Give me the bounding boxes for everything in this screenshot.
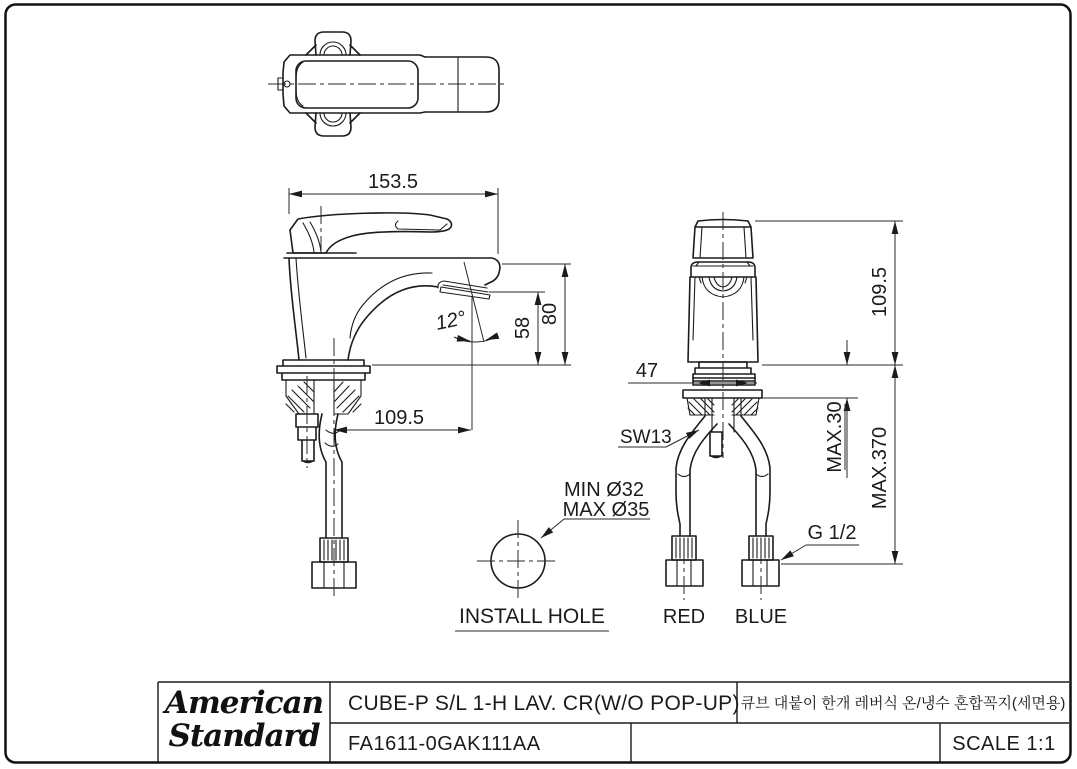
hot-supply-label: RED: [662, 606, 706, 628]
top-view-lower-lug: [306, 113, 360, 136]
front-dim-base-width: 47: [635, 360, 659, 382]
side-view-handle-detail: [303, 221, 447, 252]
model-code: FA1611-0GAK111AA: [348, 733, 541, 755]
side-view-body: [284, 253, 500, 360]
cold-supply-label: BLUE: [734, 606, 788, 628]
side-dim-spout-reach: 109.5: [373, 407, 425, 429]
front-view-ferrule-hatch: [676, 538, 769, 558]
front-view-nut-flats: [677, 560, 767, 586]
front-view: [618, 212, 903, 628]
top-view: [268, 32, 506, 136]
product-name-korean: 큐브 대붙이 한개 레버식 온/냉수 혼합꼭지(세면용): [740, 695, 1066, 712]
side-dim-outlet-height: 58: [512, 316, 534, 340]
side-view-handle: [290, 213, 452, 253]
front-view-stud: [710, 432, 722, 458]
side-view-base-flange: [277, 360, 370, 380]
brand-logo-line1: American: [164, 685, 324, 721]
front-dim-body-height: 109.5: [869, 266, 891, 318]
front-dim-hose-length: MAX.370: [869, 426, 891, 510]
install-hole-leader: [541, 519, 564, 538]
install-hole-max-dia: MAX Ø35: [562, 499, 650, 521]
top-view-lower-lug-arcs: [320, 113, 346, 126]
front-view-hose-braid: [678, 474, 768, 477]
brand-logo-line2: Standard: [168, 718, 320, 754]
side-view-hose-braid: [325, 430, 339, 446]
side-dim-height: 80: [539, 302, 561, 326]
page-border: [6, 5, 1071, 763]
side-dim-spout-angle: 12°: [433, 307, 468, 335]
side-view-body-detail: [296, 258, 432, 358]
scale-label: SCALE 1:1: [952, 733, 1056, 755]
front-view-base-rings: [693, 362, 755, 385]
top-view-upper-lug-arcs: [320, 42, 346, 55]
install-hole-detail: [455, 479, 650, 631]
top-view-upper-lug: [306, 32, 360, 55]
side-dim-width: 153.5: [367, 171, 419, 193]
side-view-washer-hatch: [286, 382, 361, 412]
product-name: CUBE-P S/L 1-H LAV. CR(W/O POP-UP): [348, 692, 740, 715]
install-hole-caption: INSTALL HOLE: [459, 605, 605, 628]
install-hole-min-dia: MIN Ø32: [563, 479, 645, 501]
thread-leader-line: [781, 545, 806, 560]
side-view-aerator: [438, 281, 490, 299]
front-dim-deck-thickness: MAX.30: [824, 401, 846, 473]
front-label-wrench-size: SW13: [620, 427, 672, 448]
front-view-reference-lines: [628, 221, 903, 564]
install-hole-crosshair: [477, 520, 559, 602]
side-view-lock-washer: [286, 380, 361, 414]
title-block: [158, 682, 1069, 762]
front-label-thread-size: G 1/2: [807, 522, 857, 544]
